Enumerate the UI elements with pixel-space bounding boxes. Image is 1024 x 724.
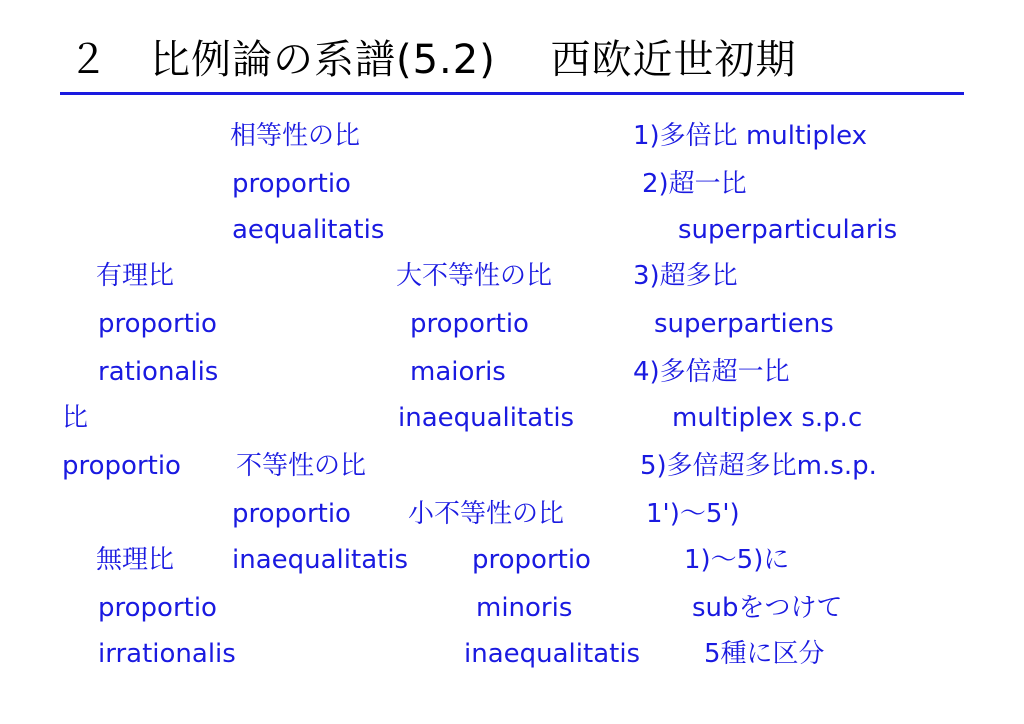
- slide-title: ２ 比例論の系譜(5.2) 西欧近世初期: [68, 37, 797, 83]
- equality-ratio-jp: 相等性の比: [230, 121, 361, 151]
- inequality-proportio: proportio: [232, 499, 351, 529]
- greater-proportio: proportio: [410, 309, 529, 339]
- lesser-inequality-jp: 小不等性の比: [408, 499, 565, 529]
- lesser-minoris: minoris: [476, 593, 573, 623]
- equality-aequalitatis: aequalitatis: [232, 215, 385, 245]
- irrational-proportio: proportio: [98, 593, 217, 623]
- type-2-superparticularis: superparticularis: [678, 215, 898, 245]
- inequality-ratio-jp: 不等性の比: [236, 451, 367, 481]
- greater-maioris: maioris: [410, 357, 506, 387]
- greater-inequality-jp: 大不等性の比: [396, 261, 553, 291]
- inequality-inaequalitatis: inaequalitatis: [232, 545, 409, 575]
- rational-ratio-jp: 有理比: [96, 261, 175, 291]
- type-3-superpartiens: superpartiens: [654, 309, 834, 339]
- lesser-proportio: proportio: [472, 545, 591, 575]
- types-1-5-ni: 1)〜5)に: [684, 545, 790, 575]
- type-1-multiplex: 1)多倍比 multiplex: [633, 121, 868, 151]
- ratio-jp: 比: [62, 403, 89, 433]
- type-5-multiplex-superpartient: 5)多倍超多比m.s.p.: [640, 451, 877, 481]
- five-kinds-note: 5種に区分: [704, 639, 825, 669]
- lesser-inaequalitatis: inaequalitatis: [464, 639, 641, 669]
- sub-prefix-note: subをつけて: [692, 593, 843, 623]
- type-2-superparticular-jp: 2)超一比: [642, 169, 747, 199]
- type-4-multiplex-superparticular-jp: 4)多倍超一比: [633, 357, 790, 387]
- type-3-superpartient-jp: 3)超多比: [633, 261, 738, 291]
- rational-proportio: proportio: [98, 309, 217, 339]
- rational-rationalis: rationalis: [98, 357, 219, 387]
- equality-proportio: proportio: [232, 169, 351, 199]
- type-4-multiplex-spc: multiplex s.p.c: [672, 403, 863, 433]
- irrational-ratio-jp: 無理比: [96, 545, 175, 575]
- title-underline: [60, 92, 964, 95]
- types-1prime-5prime: 1')〜5'): [646, 499, 740, 529]
- greater-inaequalitatis: inaequalitatis: [398, 403, 575, 433]
- ratio-proportio: proportio: [62, 451, 181, 481]
- irrational-irrationalis: irrationalis: [98, 639, 236, 669]
